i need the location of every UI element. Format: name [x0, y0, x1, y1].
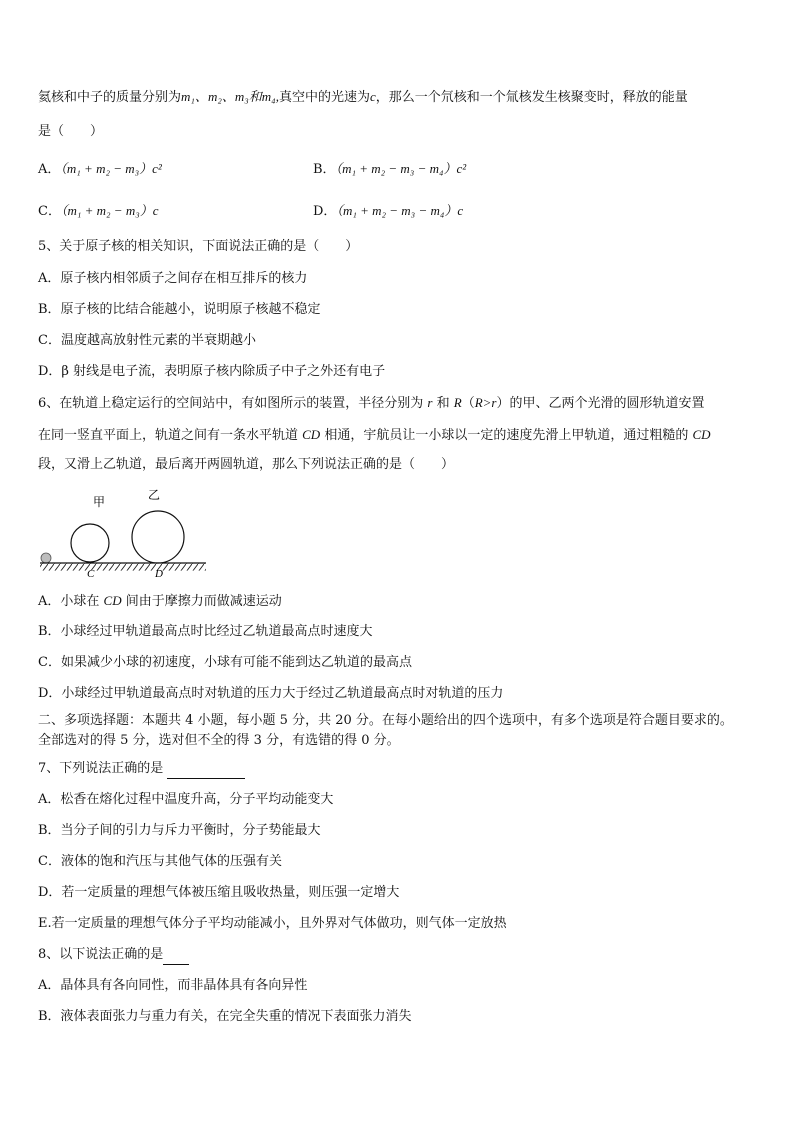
label-D: D — [155, 568, 163, 580]
ground-hatching — [40, 564, 206, 571]
q8-option-b: B．液体表面张力与重力有关，在完全失重的情况下表面张力消失 — [38, 1009, 412, 1024]
q7-option-a: A．松香在熔化过程中温度升高，分子平均动能变大 — [38, 792, 334, 807]
small-ball — [41, 553, 51, 563]
track-jia-circle — [71, 524, 109, 562]
q8-stem: 8、以下说法正确的是 — [38, 946, 189, 965]
label-yi: 乙 — [148, 488, 161, 502]
label-C: C — [87, 568, 95, 580]
q4-stem-line2: 是（ ） — [38, 124, 104, 139]
q6-option-b: B．小球经过甲轨道最高点时比经过乙轨道最高点时速度大 — [38, 624, 373, 639]
q5-option-d: D．β 射线是电子流，表明原子核内除质子中子之外还有电子 — [38, 364, 386, 379]
q5-option-a: A．原子核内相邻质子之间存在相互排斥的核力 — [38, 271, 308, 286]
q4-option-b: B．（m₁ + m₂ − m₃ − m₄）c² — [313, 161, 467, 177]
q6-stem-line2: 在同一竖直平面上，轨道之间有一条水平轨道 CD 相通，宇航员让一小球以一定的速度先滑上甲轨道，通过粗糙的 CD — [38, 427, 711, 443]
q4-option-c: C．（m₁ + m₂ − m₃）c — [38, 203, 159, 219]
q7-stem: 7、下列说法正确的是 — [38, 760, 245, 779]
q7-option-c: C．液体的饱和汽压与其他气体的压强有关 — [38, 854, 282, 869]
q6-option-a: A．小球在 CD 间由于摩擦力而做减速运动 — [38, 593, 282, 609]
q6-option-d: D．小球经过甲轨道最高点时对轨道的压力大于经过乙轨道最高点时对轨道的压力 — [38, 686, 504, 701]
q7-option-b: B．当分子间的引力与斥力平衡时，分子势能最大 — [38, 823, 321, 838]
q4-stem-line1: 氦核和中子的质量分别为m₁、m₂、m₃和m₄,真空中的光速为c，那么一个氘核和一个氚核发生核聚变时，释放的能量 — [38, 89, 688, 105]
q5-option-b: B．原子核的比结合能越小，说明原子核越不稳定 — [38, 302, 321, 317]
q5-option-c: C．温度越高放射性元素的半衰期越小 — [38, 333, 256, 348]
section2-instructions-line1: 二、多项选择题：本题共 4 小题，每小题 5 分，共 20 分。在每小题给出的四个选项中，有多个选项是符合题目要求的。 — [38, 713, 733, 728]
q6-stem-line3: 段，又滑上乙轨道，最后离开两圆轨道，那么下列说法正确的是（ ） — [38, 457, 455, 472]
q6-track-figure — [36, 484, 216, 584]
track-yi-circle — [132, 511, 184, 563]
q8-option-a: A．晶体具有各向同性，而非晶体具有各向异性 — [38, 978, 308, 993]
q5-stem: 5、关于原子核的相关知识，下面说法正确的是（ ） — [38, 239, 359, 254]
section2-instructions-line2: 全部选对的得 5 分，选对但不全的得 3 分，有选错的得 0 分。 — [38, 733, 400, 748]
q7-answer-blank — [167, 760, 245, 779]
q7-option-e: E.若一定质量的理想气体分子平均动能减小，且外界对气体做功，则气体一定放热 — [38, 916, 507, 931]
q6-stem-line1: 6、在轨道上稳定运行的空间站中，有如图所示的装置，半径分别为 r 和 R（R>r）的甲、乙两个光滑的圆形轨道安置 — [38, 395, 705, 411]
q4-option-a: A．（m₁ + m₂ − m₃）c² — [38, 161, 162, 177]
label-jia: 甲 — [93, 495, 106, 509]
q7-option-d: D．若一定质量的理想气体被压缩且吸收热量，则压强一定增大 — [38, 885, 400, 900]
q6-option-c: C．如果减少小球的初速度，小球有可能不能到达乙轨道的最高点 — [38, 655, 412, 670]
q8-answer-blank — [163, 946, 189, 965]
q4-option-d: D．（m₁ + m₂ − m₃ − m₄）c — [313, 203, 464, 219]
